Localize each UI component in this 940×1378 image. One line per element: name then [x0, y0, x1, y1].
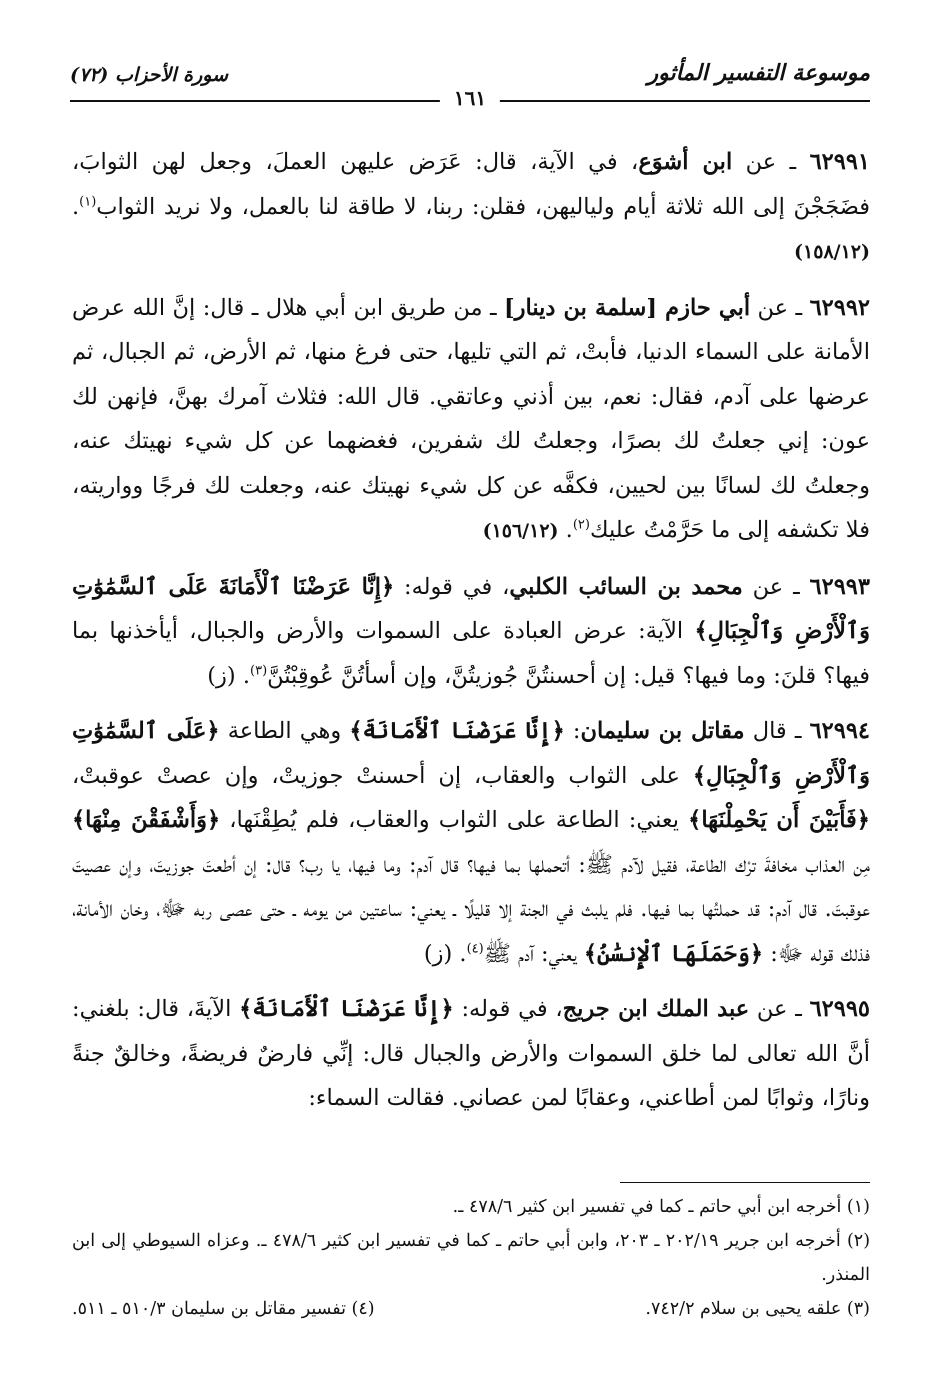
footnote-row	[72, 1292, 870, 1326]
text-span: الآيةَ، قال: بلغني: أنَّ الله تعالى لما خلق السموات والأرض والجبال قال: إنِّي فارضٌ فريضةً، وخالقٌ جنةً ونارًا، وثوابًا لمن أطاعني، وعقابًا لمن عصاني. فقالت السماء:	[72, 996, 870, 1111]
footnote-1: (١) أخرجه ابن أبي حاتم ـ كما في تفسير ابن كثير ٤٧٨/٦ ـ.	[452, 1197, 870, 1217]
text-span: ـ عن	[732, 149, 810, 175]
footnote-4: (٤) تفسير مقاتل بن سليمان ٥١٠/٣ ـ ٥١١.	[72, 1299, 375, 1319]
narrator-name: ابن أشوَع	[638, 149, 733, 175]
text-span: ـ عن	[742, 573, 810, 600]
footnote-3: (٣) علقه يحيى بن سلام ٧٤٢/٢.	[645, 1299, 870, 1319]
footnotes	[72, 1190, 870, 1326]
text-span: .	[72, 193, 80, 220]
text-span: ، في قوله:	[453, 996, 563, 1022]
text-span: ، في الآية، قال: عَرَض عليهن العملَ، وجعل لهن الثوابَ، فضَجَجْنَ إلى الله ثلاثة أيام ولياليهن، فقلن: ربنا، لا طاقة لنا بالعمل، ولا نريد الثواب	[72, 149, 870, 220]
text-span: على الثواب والعقاب، إن أحسنتْ جوزيتْ، وإن عصتْ عوقبتْ،	[72, 762, 693, 789]
narrator-name: مقاتل بن سليمان	[580, 718, 745, 744]
text-span: مِن العذاب مخافةَ ترْك الطاعة، فقيل لآدم ﷺ: أتحملها بما فيها؟ قال آدم: وما فيها، يا رب؟ قال: إن أطعتَ جوزيتَ، وإن عصيتَ عوقبتَ. قال آدم: قد حملتُها بما فيها. فلم يلبث في الجنة إلا قليلًا ـ يعني: ساعتين من يومه ـ حتى عصى ربه ﷻ، وخان الأمانة، فذلك قوله ﷻ:	[72, 851, 870, 967]
entry-62993	[72, 565, 870, 699]
entry-number: ٦٢٩٩٥	[809, 996, 870, 1022]
surah-title: سورة الأحزاب (٧٢)	[70, 64, 229, 86]
entry-62995	[72, 987, 870, 1121]
text-span: ـ قال	[744, 718, 810, 744]
text-span: ـ عن	[750, 294, 810, 321]
footnote-marker: (١)	[79, 194, 97, 209]
footnote-marker: (٣)	[250, 663, 268, 678]
text-span: ، في قوله:	[394, 573, 510, 600]
narrator-name: أبي حازم [سلمة بن دينار]	[503, 294, 751, 321]
entry-62994	[72, 709, 870, 976]
text-span: يعني: الطاعة على الثواب والعقاب، فلم يُطِقْنَها،	[220, 807, 689, 833]
entry-62991	[72, 140, 870, 275]
quran-verse: ﴿وَحَمَلَهَا ٱلْإِنسَٰنُ﴾	[583, 940, 764, 967]
text-span: يعني: آدم ﷺ	[483, 940, 584, 967]
quran-verse: ﴿فَأَبَيْنَ أَن يَحْمِلْنَهَا﴾	[688, 807, 870, 833]
footnote-marker: (٢)	[572, 517, 590, 533]
quran-verse: ﴿إِنَّا عَرَضْنَا ٱلْأَمَانَةَ﴾	[239, 996, 454, 1022]
text-span: ـ عن	[749, 996, 810, 1022]
text-span: .	[558, 517, 573, 543]
narrator-name: محمد بن السائب الكلبي	[509, 573, 743, 600]
page-header	[70, 60, 870, 110]
page-number: ١٦١	[440, 86, 500, 110]
entry-number: ٦٢٩٩١	[809, 149, 870, 175]
text-span: . (ز)	[207, 662, 250, 689]
entry-62992	[72, 286, 870, 554]
footnote-marker: (٤)	[466, 941, 484, 956]
entry-number: ٦٢٩٩٢	[809, 294, 870, 321]
text-span: . (ز)	[423, 940, 467, 967]
text-span: :	[564, 718, 581, 744]
quran-verse: ﴿إِنَّا عَرَضْنَا ٱلْأَمَانَةَ عَلَى ٱلسَّمَٰوَٰتِ وَٱلْأَرْضِ وَٱلْجِبَالِ﴾	[72, 573, 871, 644]
main-text	[72, 140, 870, 1132]
footnote-separator	[620, 1182, 870, 1183]
narrator-name: عبد الملك ابن جريج	[562, 996, 750, 1022]
entry-number: ٦٢٩٩٤	[809, 718, 870, 744]
text-span: ـ من طريق ابن أبي هلال ـ قال: إنَّ الله عرض الأمانة على السماء الدنيا، فأبتْ، ثم التي تليها، حتى فرغ منها، ثم الأرض، ثم الجبال، ثم عرضها على آدم، فقال: نعم، بين أذني وعاتقي. قال الله: فثلاث آمرك بهنَّ، فإنهن لك عون: إني جعلتُ لك بصرًا، وجعلتُ لك شفرين، فغضهما عن كل شيء نهيتك عنه، وجعلتُ لك لسانًا بين لحيين، فكفَّه عن كل شيء نهيتك عنه، وجعلت لك فرجًا وواريته، فلا تكشفه إلى ما حَرَّمْتُ عليك	[72, 294, 870, 543]
text-span: وهي الطاعة	[219, 718, 350, 744]
quran-verse: ﴿وَأَشْفَقْنَ مِنْهَا﴾	[72, 807, 221, 833]
entry-number: ٦٢٩٩٣	[809, 573, 870, 600]
quran-verse: ﴿عَلَى ٱلسَّمَٰوَٰتِ وَٱلْأَرْضِ وَٱلْجِبَالِ﴾	[72, 718, 871, 789]
book-title: موسوعة التفسير المأثور	[647, 60, 870, 86]
quran-verse: ﴿إِنَّا عَرَضْنَا ٱلْأَمَانَةَ﴾	[349, 718, 565, 744]
source-reference: (١٥٨/١٢)	[794, 241, 870, 263]
footnote-2: (٢) أخرجه ابن جرير ٢٠٢/١٩ ـ ٢٠٣، وابن أبي حاتم ـ كما في تفسير ابن كثير ٤٧٨/٦ ـ. وعزاه السيوطي إلى ابن المنذر.	[72, 1231, 871, 1285]
source-reference: (١٥٦/١٢)	[482, 520, 559, 542]
text-span: الآية: عرض العبادة على السموات والأرض والجبال، أيأخذنها بما فيها؟ قلنَ: وما فيها؟ قيل: إن أحسنتُنَّ جُوزيتُنَّ، وإن أسأتُنَّ عُوقِبْتُنَّ	[72, 618, 870, 689]
